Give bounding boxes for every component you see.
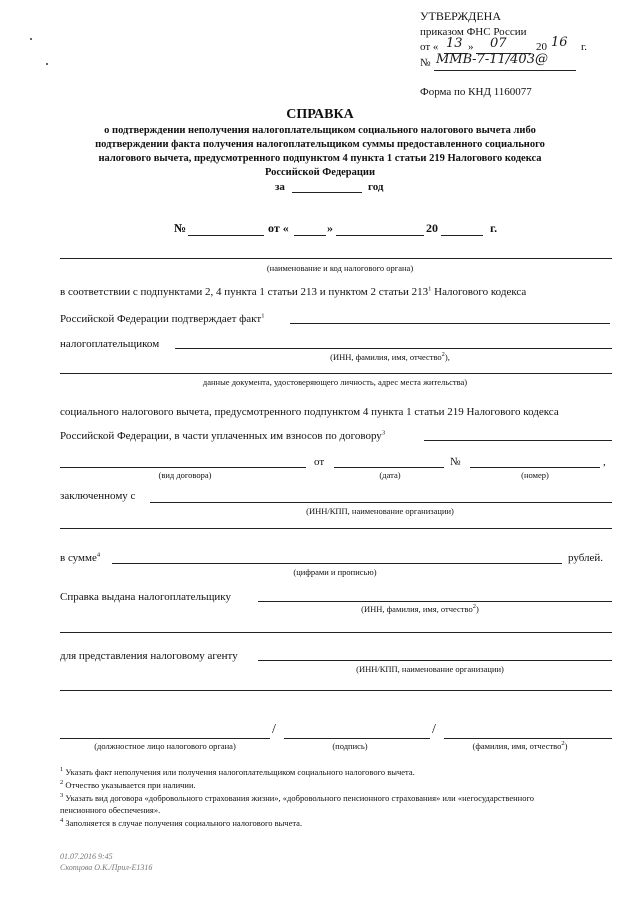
- contract-number-caption: (номер): [521, 470, 549, 480]
- certificate-number-field[interactable]: [188, 235, 264, 236]
- tax-authority-caption: (наименование и код налогового органа): [266, 263, 414, 273]
- id-document-caption: данные документа, удостоверяющего личность, адрес места жительства): [202, 377, 468, 387]
- concluded-field[interactable]: [150, 502, 612, 503]
- issued-caption: (ИНН, фамилия, имя, отчество$^2$): [361, 603, 479, 614]
- doc-subtitle-line3: налогового вычета, предусмотренного подпунктом 4 пункта 1 статьи 219 Налогового кодекса: [98, 153, 542, 164]
- contract-date-caption: (дата): [379, 470, 401, 480]
- order-underline: [434, 70, 576, 71]
- print-timestamp: 01.07.2016 9:45: [60, 852, 113, 861]
- doc-subtitle-line2: подтверждении факта получения налогоплательщиком суммы предоставленного социального: [95, 139, 545, 150]
- concluded-label: заключенному с: [60, 490, 136, 502]
- agent-field[interactable]: [258, 660, 612, 661]
- body-para-2: Российской Федерации подтверждает факт$^1$: [60, 312, 265, 325]
- issued-field[interactable]: [258, 601, 612, 602]
- amount-caption: (цифрами и прописью): [293, 567, 377, 577]
- footnote-2: $^2$ Отчество указывается при наличии.: [60, 779, 196, 790]
- id-document-field[interactable]: [60, 373, 612, 374]
- certificate-day-field[interactable]: [294, 235, 326, 236]
- form-page: УТВЕРЖДЕНА приказом ФНС России от « 13 » 07 20 16 г. № ММВ-7-11/403@ Форма по КНД 1160077 СПРАВКА о подтверждении неполучения налогоплательщиком социального налогового вычета либо подтверждении факта получения налогоплательщиком суммы предоставленного социального налогового вычета, предусмотренного подпунктом 4 пункта 1 статьи 219 Налогового кодекса Российской Федерации за год № от « » 20 г. (наименование и код налогового органа) в соответствии с подпунктами 2, 4 пункта 1 статьи 213 и пунктом 2 статьи $213^1$ Налогового кодекса Российской Федерации подтверждает факт$^1$ налогоплательщиком (ИНН, фамилия, имя, отчество$^2$), данные документа, удостоверяющего личность, адрес места жительства) социального налогового вычета, предусмотренного подпунктом 4 пункта 1 статьи 219 Налогового кодекса Российской Федерации, в части уплаченных им взносов по договору$^3$ от № , (вид договора) (дата) (номер) заключенному с (ИНН/КПП, наименование организации) в сумме$^4$ рублей. (цифрами и прописью) Справка выдана налогоплательщику (ИНН, фамилия, имя, отчество$^2$) для представления налоговому агенту (ИНН/КПП, наименование организации) / / (должностное лицо налогового органа) (подпись) (фамилия, имя, отчество$^2$) $^1$ Указать факт неполучения или получения налогоплательщиком социального налогового вычета. $^2$ Отчество указывается при наличии. $^3$ Указать вид договора «добровольного страхования жизни», «добровольного пенсионного страхования» или «негосударственного пенсионного обеспечения». $^4$ Заполняется в случае получения социального налогового вычета. 01.07.2016 9:45 Скопцова О.К./Прил-E1316: [0, 0, 640, 905]
- official-field[interactable]: [60, 738, 270, 739]
- footnote-4: $^4$ Заполняется в случае получения социального налогового вычета.: [60, 817, 303, 828]
- official-caption: (должностное лицо налогового органа): [94, 741, 236, 751]
- doc-title: СПРАВКА: [286, 107, 354, 122]
- approval-order-line: приказом ФНС России: [420, 26, 527, 38]
- official-name-caption: (фамилия, имя, отчество$^2$): [472, 740, 568, 751]
- contract-date-field[interactable]: [334, 467, 444, 468]
- agent-field-2[interactable]: [60, 690, 612, 691]
- rubles-label: рублей.: [568, 552, 604, 564]
- footnote-3-cont: пенсионного обеспечения».: [60, 805, 161, 815]
- contract-number-field[interactable]: [470, 467, 600, 468]
- scan-speck: [46, 63, 48, 65]
- order-number: ММВ-7-11/403@: [436, 52, 548, 67]
- concluded-field-2[interactable]: [60, 528, 612, 529]
- tax-authority-field[interactable]: [60, 258, 612, 259]
- taxpayer-label: налогоплательщиком: [60, 338, 160, 350]
- footnote-3: $^3$ Указать вид договора «добровольного страхования жизни», «добровольного пенсионного страхования» или «негосударственного: [60, 792, 534, 803]
- contract-type-caption: (вид договора): [158, 470, 212, 480]
- approval-month: 07: [490, 36, 507, 51]
- taxpayer-caption: (ИНН, фамилия, имя, отчество$^2$),: [330, 351, 450, 362]
- print-operator: Скопцова О.К./Прил-E1316: [60, 863, 153, 872]
- certificate-year-field[interactable]: [441, 235, 483, 236]
- issued-field-2[interactable]: [60, 632, 612, 633]
- body-para-4: социального налогового вычета, предусмотренного подпунктом 4 пункта 1 статьи 219 Налогового кодекса: [60, 406, 559, 418]
- issued-label: Справка выдана налогоплательщику: [60, 591, 231, 603]
- amount-label: в сумме$^4$: [60, 551, 101, 564]
- approval-day: 13: [446, 36, 463, 51]
- taxpayer-field[interactable]: [175, 348, 612, 349]
- approval-header: УТВЕРЖДЕНА: [420, 9, 502, 23]
- scan-speck: [30, 38, 32, 40]
- contract-field[interactable]: [424, 440, 612, 441]
- concluded-caption: (ИНН/КПП, наименование организации): [306, 506, 454, 516]
- doc-subtitle-line1: о подтверждении неполучения налогоплательщиком социального налогового вычета либо: [104, 125, 536, 136]
- contract-type-field[interactable]: [60, 467, 306, 468]
- footnote-1: $^1$ Указать факт неполучения или получения налогоплательщиком социального налогового вычета.: [60, 766, 415, 777]
- fact-field[interactable]: [290, 323, 610, 324]
- signature-field[interactable]: [284, 738, 430, 739]
- official-name-field[interactable]: [444, 738, 612, 739]
- agent-label: для представления налоговому агенту: [60, 650, 238, 662]
- amount-field[interactable]: [112, 563, 562, 564]
- body-para-1: в соответствии с подпунктами 2, 4 пункта 1 статьи 213 и пунктом 2 статьи $213^1$ Налогового кодекса: [60, 285, 527, 298]
- agent-caption: (ИНН/КПП, наименование организации): [356, 664, 504, 674]
- body-para-5: Российской Федерации, в части уплаченных им взносов по договору$^3$: [60, 429, 386, 442]
- certificate-month-field[interactable]: [336, 235, 424, 236]
- approval-year: 16: [551, 35, 568, 50]
- doc-subtitle-line4: Российской Федерации: [264, 167, 376, 178]
- form-code: Форма по КНД 1160077: [420, 86, 532, 98]
- year-field[interactable]: [292, 192, 362, 193]
- signature-caption: (подпись): [332, 741, 368, 751]
